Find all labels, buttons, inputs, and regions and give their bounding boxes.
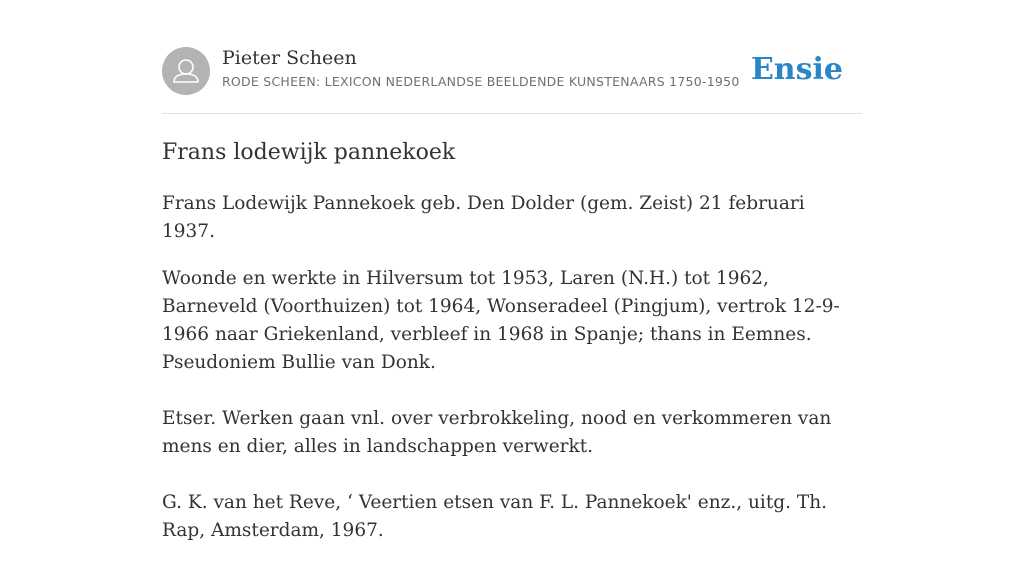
paragraph-residence: Woonde en werkte in Hilversum tot 1953, Laren (N.H.) tot 1962, Barneveld (Voorthuizen) tot 1964, Wonseradeel (Pingjum), vertrok 12-9-1966 naar Griekenland, verbleef in 1968 in Spanje; thans in Eemnes. Pseudoniem Bullie van Donk. bbox=[162, 268, 840, 373]
user-icon bbox=[162, 47, 210, 95]
author-name[interactable]: Pieter Scheen bbox=[222, 47, 357, 69]
author-avatar[interactable] bbox=[162, 47, 210, 95]
paragraph-reference: G. K. van het Reve, ‘ Veertien etsen van F. L. Pannekoek' enz., uitg. Th. Rap, Amsterdam, 1967. bbox=[162, 492, 828, 541]
header-divider bbox=[162, 113, 862, 114]
paragraph-birth: Frans Lodewijk Pannekoek geb. Den Dolder (gem. Zeist) 21 februari 1937. bbox=[162, 193, 805, 242]
ensie-logo[interactable]: Ensie bbox=[750, 52, 843, 87]
paragraph-work: Etser. Werken gaan vnl. over verbrokkeling, nood en verkommeren van mens en dier, alles in landschappen verwerkt. bbox=[162, 408, 832, 457]
article-body bbox=[162, 190, 862, 564]
source-title[interactable]: RODE SCHEEN: LEXICON NEDERLANDSE BEELDENDE KUNSTENAARS 1750-1950 bbox=[222, 74, 740, 89]
article-header bbox=[162, 46, 862, 98]
page-title: Frans lodewijk pannekoek bbox=[162, 140, 456, 165]
